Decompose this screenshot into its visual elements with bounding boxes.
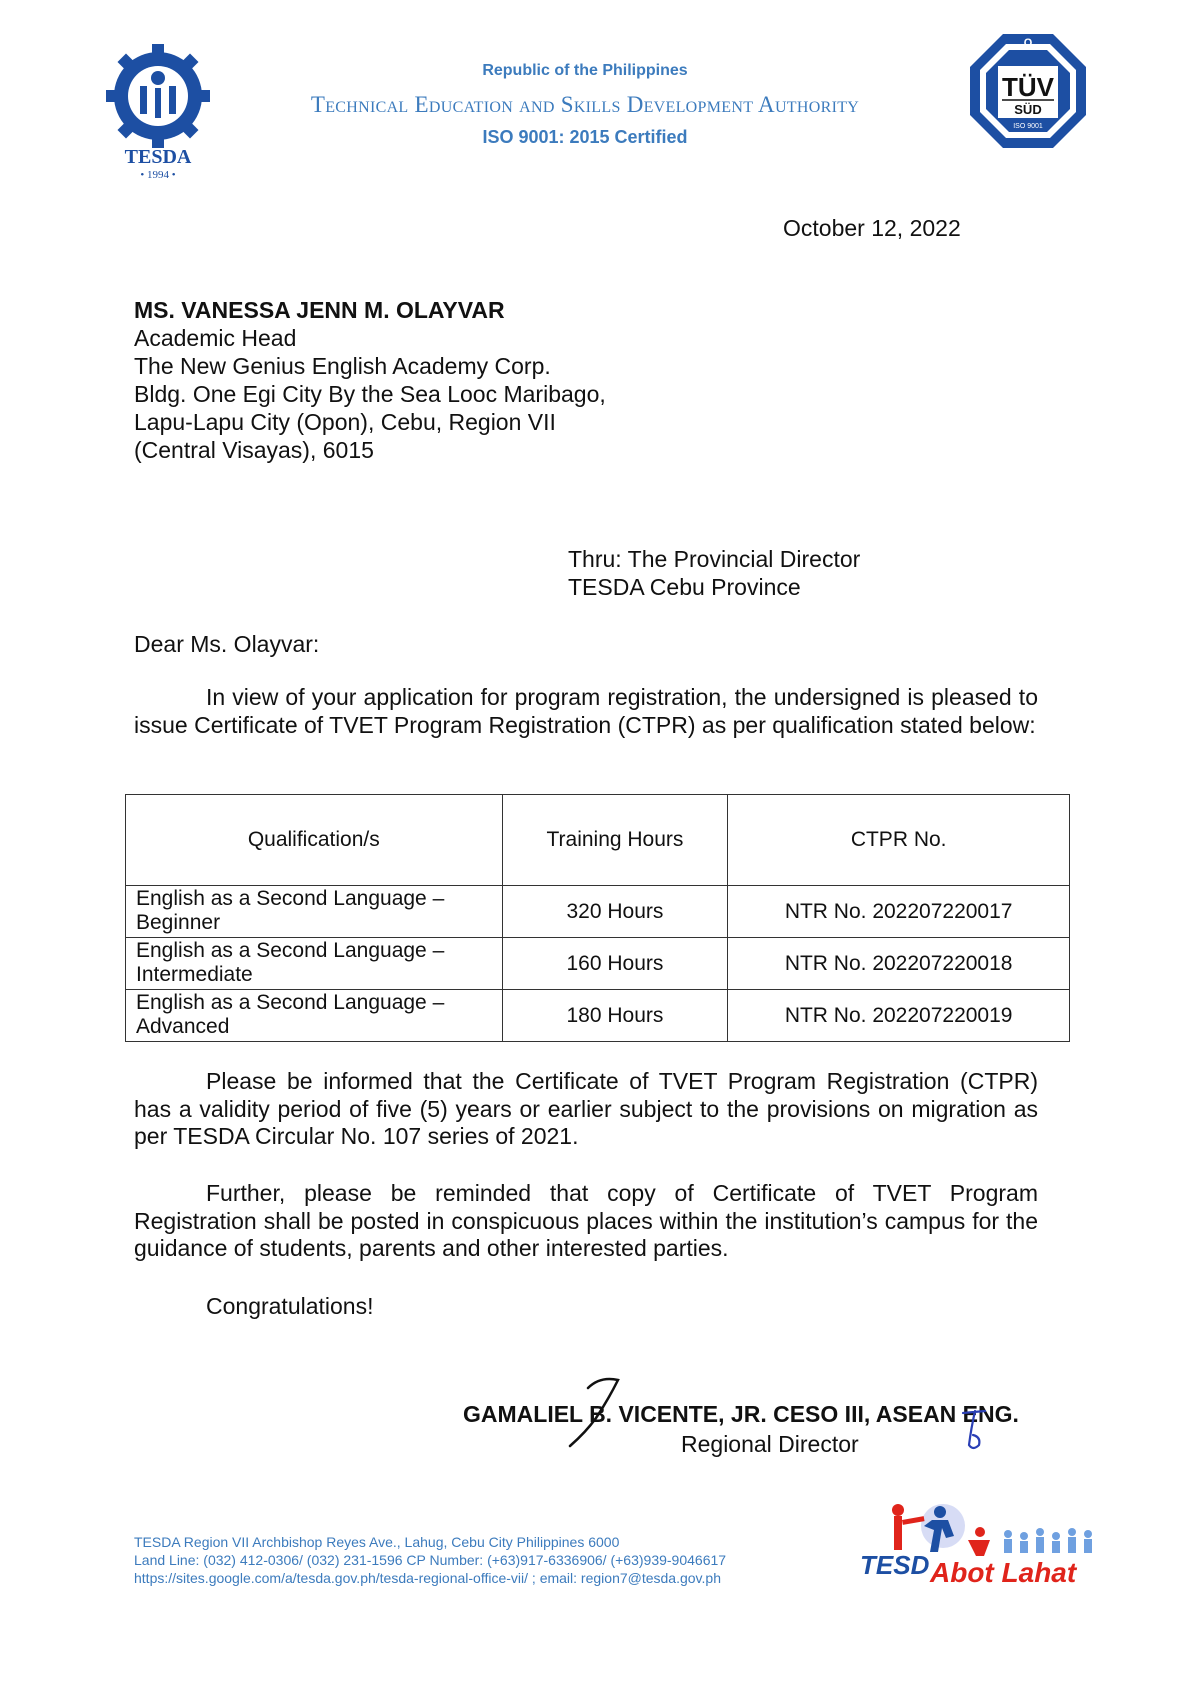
recipient-address-line2: Lapu-Lapu City (Opon), Cebu, Region VII [134, 409, 556, 435]
recipient-company: The New Genius English Academy Corp. [134, 353, 551, 379]
tesda-logo-name: TESDA [124, 146, 192, 168]
table-header-hours: Training Hours [502, 795, 728, 886]
tesda-logo [100, 30, 220, 180]
salutation: Dear Ms. Olayvar: [134, 631, 320, 657]
paragraph-validity: Please be informed that the Certificate of TVET Program Registration (CTPR) has a validity period of five (5) years or earlier subject to the provisions on migration as per TESDA Circular No. 107 series of 2021. [134, 1068, 1038, 1149]
paragraph-intro: In view of your application for program registration, the undersigned is pleased to issue Certificate of TVET Program Registration (CTPR) as per qualification stated below: [134, 684, 1038, 738]
table-header-ctpr: CTPR No. [728, 795, 1070, 886]
thru-line1: Thru: The Provincial Director [568, 546, 861, 572]
qualification-cell: English as a Second Language – Beginner [126, 886, 503, 938]
thru-block [568, 545, 860, 601]
footer-address: TESDA Region VII Archbishop Reyes Ave., Lahug, Cebu City Philippines 6000 [134, 1534, 620, 1550]
ctpr-cell: NTR No. 202207220018 [728, 938, 1070, 990]
table-header-row [126, 795, 1070, 886]
hours-cell: 320 Hours [502, 886, 728, 938]
hours-cell: 160 Hours [502, 938, 728, 990]
tuv-code: ISO 9001 [1013, 123, 1043, 130]
signatory-title: Regional Director [681, 1431, 859, 1457]
initial-mark [955, 1405, 995, 1455]
letter-date: October 12, 2022 [783, 215, 961, 241]
recipient-address-line3: (Central Visayas), 6015 [134, 437, 374, 463]
paragraph-posting: Further, please be reminded that copy of Certificate of TVET Program Registration shall be posted in conspicuous places within the institution’s campus for the guidance of students, parents and other interested parties. [134, 1180, 1038, 1261]
ctpr-cell: NTR No. 202207220017 [728, 886, 1070, 938]
recipient-block [134, 296, 606, 464]
table-row [126, 938, 1070, 990]
tesda-abot-lahat-logo [858, 1496, 1108, 1596]
table-row [126, 990, 1070, 1042]
header-republic: Republic of the Philippines [482, 62, 688, 79]
table-row [126, 886, 1070, 938]
table-header-qualification: Qualification/s [126, 795, 503, 886]
tesda-logo-year: • 1994 • [140, 169, 176, 180]
recipient-name: MS. VANESSA JENN M. OLAYVAR [134, 297, 505, 323]
qualification-table [125, 794, 1070, 1042]
abot-logo-tesda: TESD [860, 1550, 930, 1580]
ctpr-cell: NTR No. 202207220019 [728, 990, 1070, 1042]
header-iso-certification: ISO 9001: 2015 Certified [482, 127, 688, 147]
closing-congratulations: Congratulations! [206, 1293, 374, 1319]
recipient-address-line1: Bldg. One Egi City By the Sea Looc Maribago, [134, 381, 606, 407]
tuv-sub: SÜD [1014, 102, 1042, 117]
signatory-name: GAMALIEL B. VICENTE, JR. CESO III, ASEAN ENG. [463, 1401, 1019, 1427]
qualification-cell: English as a Second Language – Advanced [126, 990, 503, 1042]
tuv-certification-badge [968, 32, 1088, 150]
qualification-cell: English as a Second Language – Intermediate [126, 938, 503, 990]
footer-web-email: https://sites.google.com/a/tesda.gov.ph/tesda-regional-office-vii/ ; email: region7@tesda.gov.ph [134, 1570, 721, 1586]
hours-cell: 180 Hours [502, 990, 728, 1042]
header-agency-name: Technical Education and Skills Development Authority [310, 92, 860, 117]
recipient-position: Academic Head [134, 325, 297, 351]
thru-line2: TESDA Cebu Province [568, 574, 801, 600]
footer-phone: Land Line: (032) 412-0306/ (032) 231-1596 CP Number: (+63)917-6336906/ (+63)939-9046617 [134, 1552, 727, 1568]
tuv-mark: TÜV [1002, 72, 1054, 102]
abot-logo-lahat: Abot Lahat [930, 1557, 1077, 1588]
tuv-q-mark: Q [1023, 37, 1033, 49]
